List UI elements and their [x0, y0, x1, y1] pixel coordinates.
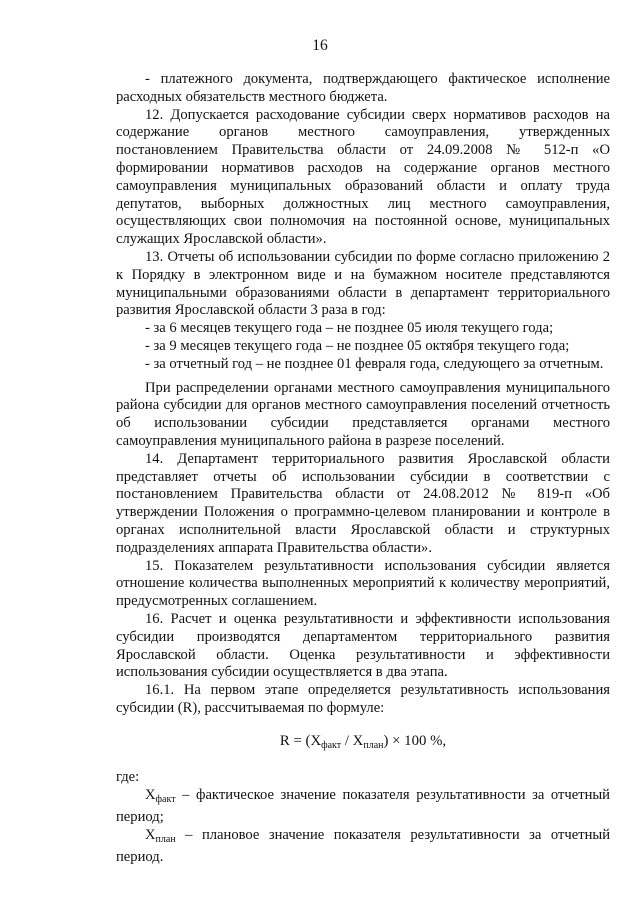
list-item-6-months: - за 6 месяцев текущего года – не позднее 05 июля текущего года; [145, 320, 554, 337]
paragraph-distribution: При распределении органами местного самоуправления муниципального района субсидии для органов местного самоуправления поселений отчетность об использовании субсидии представляется органами местного самоуправления муниципального района в разрезе поселений. [116, 379, 610, 449]
where-label: где: [116, 769, 140, 786]
paragraph-item-16-1: 16.1. На первом этапе определяется результативность использования субсидии (R), рассчитываемая по формуле: [116, 682, 610, 716]
paragraph-payment-document: - платежного документа, подтверждающего фактическое исполнение расходных обязательств местного бюджета. [116, 71, 610, 105]
paragraph-item-16: 16. Расчет и оценка результативности и эффективности использования субсидии производятся департаментом территориального развития Ярославской области. Оценка результативности и эффективности использования субсидии осуществляется в два этапа. [116, 610, 610, 681]
paragraph-item-14: 14. Департамент территориального развития Ярославской области представляет отчеты об использовании субсидии в соответствии с постановлением Правительства области от 24.08.2012 № 819-п «Об утверждении Положения о программно-целевом планировании и контроле в органах исполнительной власти Ярославской области и структурных подразделениях аппарата Правительства области». [116, 450, 610, 556]
paragraph-item-15: 15. Показателем результативности использования субсидии является отношение количества выполненных мероприятий к количеству мероприятий, предусмотренных соглашением. [116, 557, 610, 610]
list-item-9-months: - за 9 месяцев текущего года – не позднее 05 октября текущего года; [145, 337, 570, 354]
list-item-reporting-year: - за отчетный год – не позднее 01 февраля года, следующего за отчетным. [145, 355, 604, 372]
paragraph-item-13: 13. Отчеты об использовании субсидии по форме согласно приложению 2 к Порядку в электронном виде и на бумажном носителе представляются муниципальными образованиями области в департамент территориального развития Ярославской области 3 раза в год: [116, 248, 610, 319]
formula-r: $R = (X_{факт} / X_{план}) \times 100$ %, [279, 732, 447, 751]
paragraph-item-12: 12. Допускается расходование субсидии сверх нормативов расходов на содержание органов местного самоуправления, утвержденных постановлением Правительства области от 24.09.2008 № 512-п «О формировании нормативов расходов на содержание органов местного самоуправления муниципальных образований области и оплату труда депутатов, выборных должностных лиц местного самоуправления, осуществляющих свои полномочия на постоянной основе, муниципальных служащих Ярославской области». [116, 106, 610, 248]
page-number: 16 [312, 37, 328, 54]
definition-x-fact: $X_{факт}$ – фактическое значение показателя результативности за отчетный период; [116, 787, 610, 826]
document-body [116, 71, 610, 866]
definition-x-plan: $X_{план}$ – плановое значение показателя результативности за отчетный период. [116, 826, 610, 865]
